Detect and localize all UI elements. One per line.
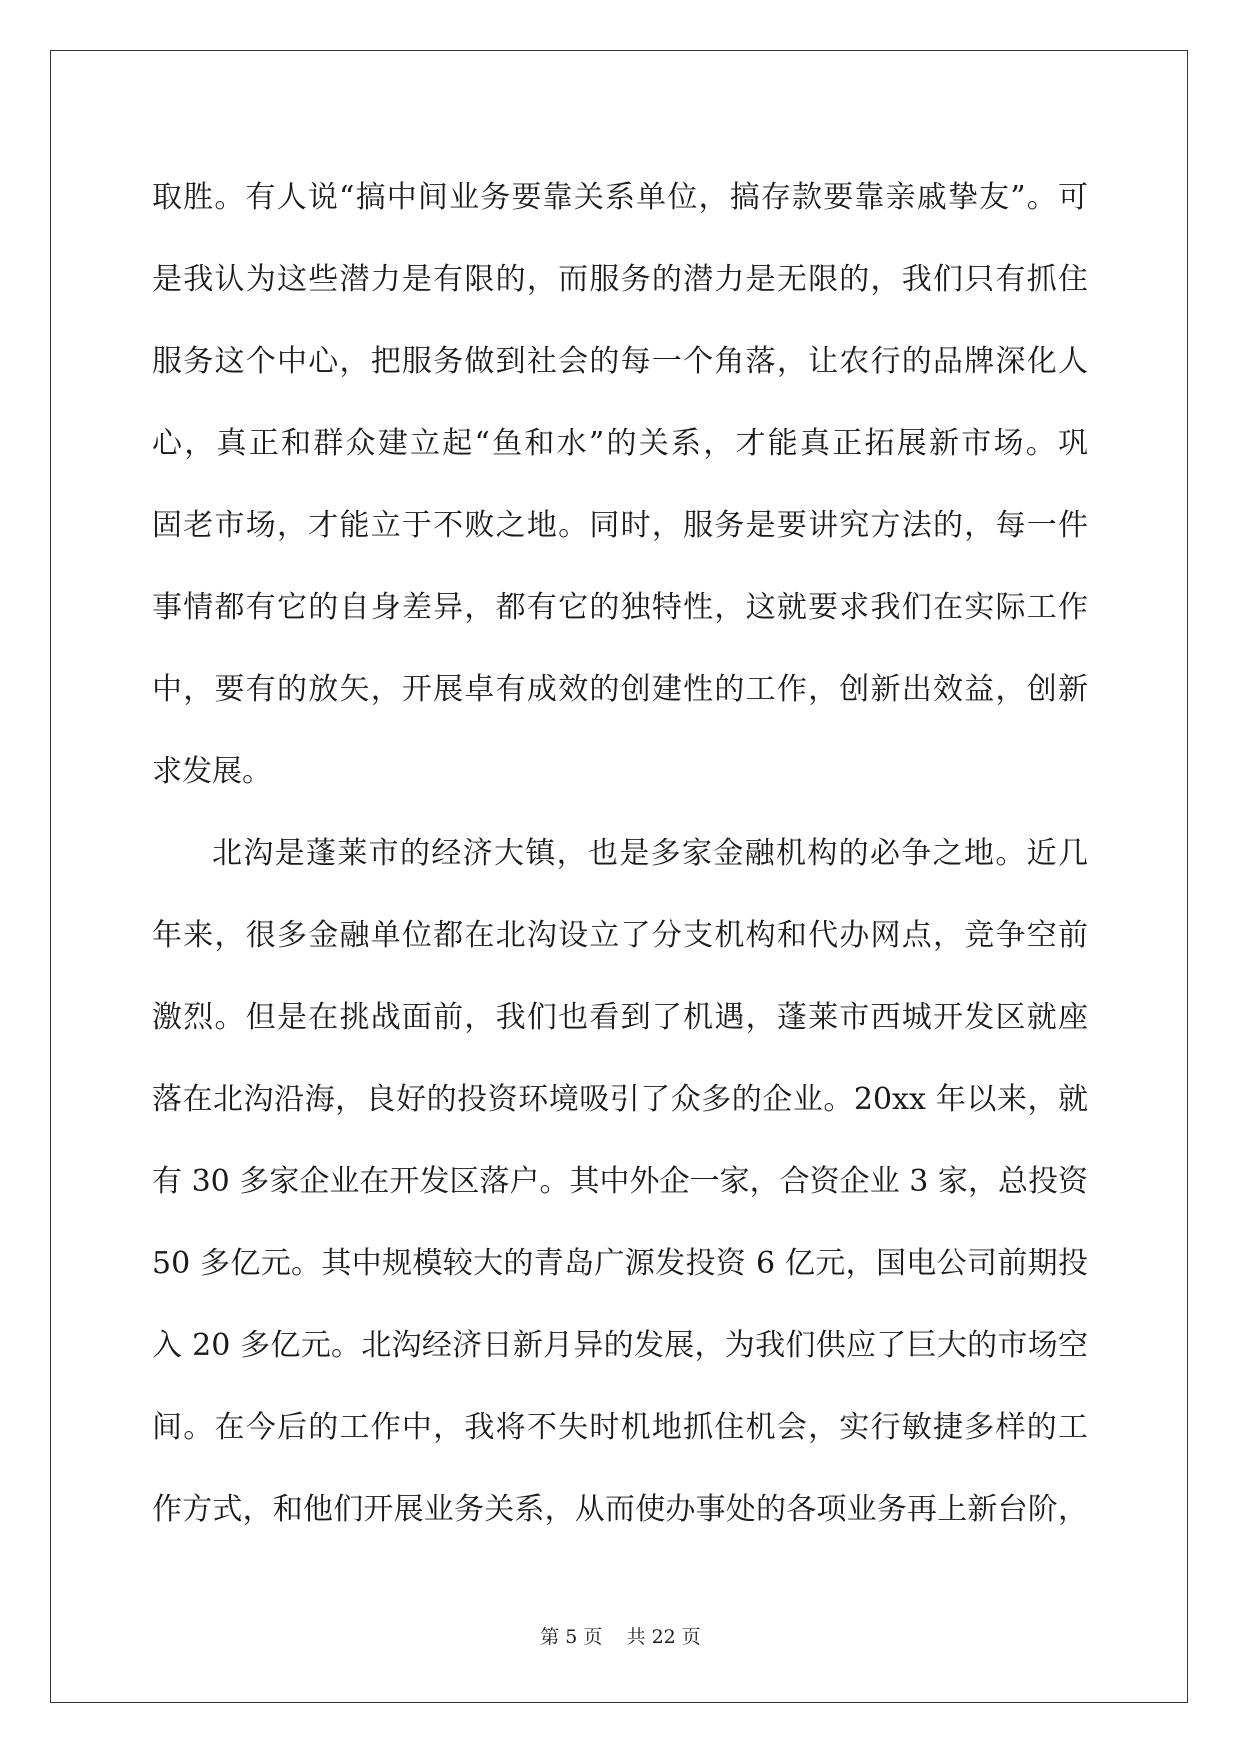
- text-line: 有 30 多家企业在开发区落户。其中外企一家，合资企业 3 家，总投资: [152, 1164, 1088, 1199]
- text-line: 服务这个中心，把服务做到社会的每一个角落，让农行的品牌深化人: [152, 344, 1088, 379]
- text-line: 中，要有的放矢，开展卓有成效的创建性的工作，创新出效益，创新: [152, 672, 1088, 707]
- text-line: 年来，很多金融单位都在北沟设立了分支机构和代办网点，竞争空前: [152, 918, 1088, 953]
- text-line: 激烈。但是在挑战面前，我们也看到了机遇，蓬莱市西城开发区就座: [152, 1000, 1088, 1035]
- text-line: 事情都有它的自身差异，都有它的独特性，这就要求我们在实际工作: [152, 590, 1088, 625]
- page-number: 第 5 页: [540, 1626, 603, 1648]
- text-line: 间。在今后的工作中，我将不失时机地抓住机会，实行敏捷多样的工: [152, 1410, 1088, 1445]
- text-line: 求发展。: [152, 754, 272, 789]
- page-footer: [0, 1622, 1241, 1649]
- text-line: 心，真正和群众建立起“鱼和水”的关系，才能真正拓展新市场。巩: [152, 426, 1088, 461]
- text-line: 是我认为这些潜力是有限的，而服务的潜力是无限的，我们只有抓住: [152, 262, 1088, 297]
- page-total: 共 22 页: [626, 1626, 701, 1648]
- text-line: 落在北沟沿海，良好的投资环境吸引了众多的企业。20xx 年以来，就: [152, 1082, 1088, 1117]
- text-line: 作方式，和他们开展业务关系，从而使办事处的各项业务再上新台阶，: [152, 1492, 1088, 1527]
- text-line: 入 20 多亿元。北沟经济日新月异的发展，为我们供应了巨大的市场空: [152, 1328, 1088, 1363]
- text-line: 取胜。有人说“搞中间业务要靠关系单位，搞存款要靠亲戚挚友”。可: [152, 180, 1088, 215]
- paragraph-first-line: 北沟是蓬莱市的经济大镇，也是多家金融机构的必争之地。近几: [212, 836, 1088, 871]
- text-line: 50 多亿元。其中规模较大的青岛广源发投资 6 亿元，国电公司前期投: [152, 1246, 1088, 1281]
- document-body: [152, 157, 1088, 1551]
- text-line: 固老市场，才能立于不败之地。同时，服务是要讲究方法的，每一件: [152, 508, 1088, 543]
